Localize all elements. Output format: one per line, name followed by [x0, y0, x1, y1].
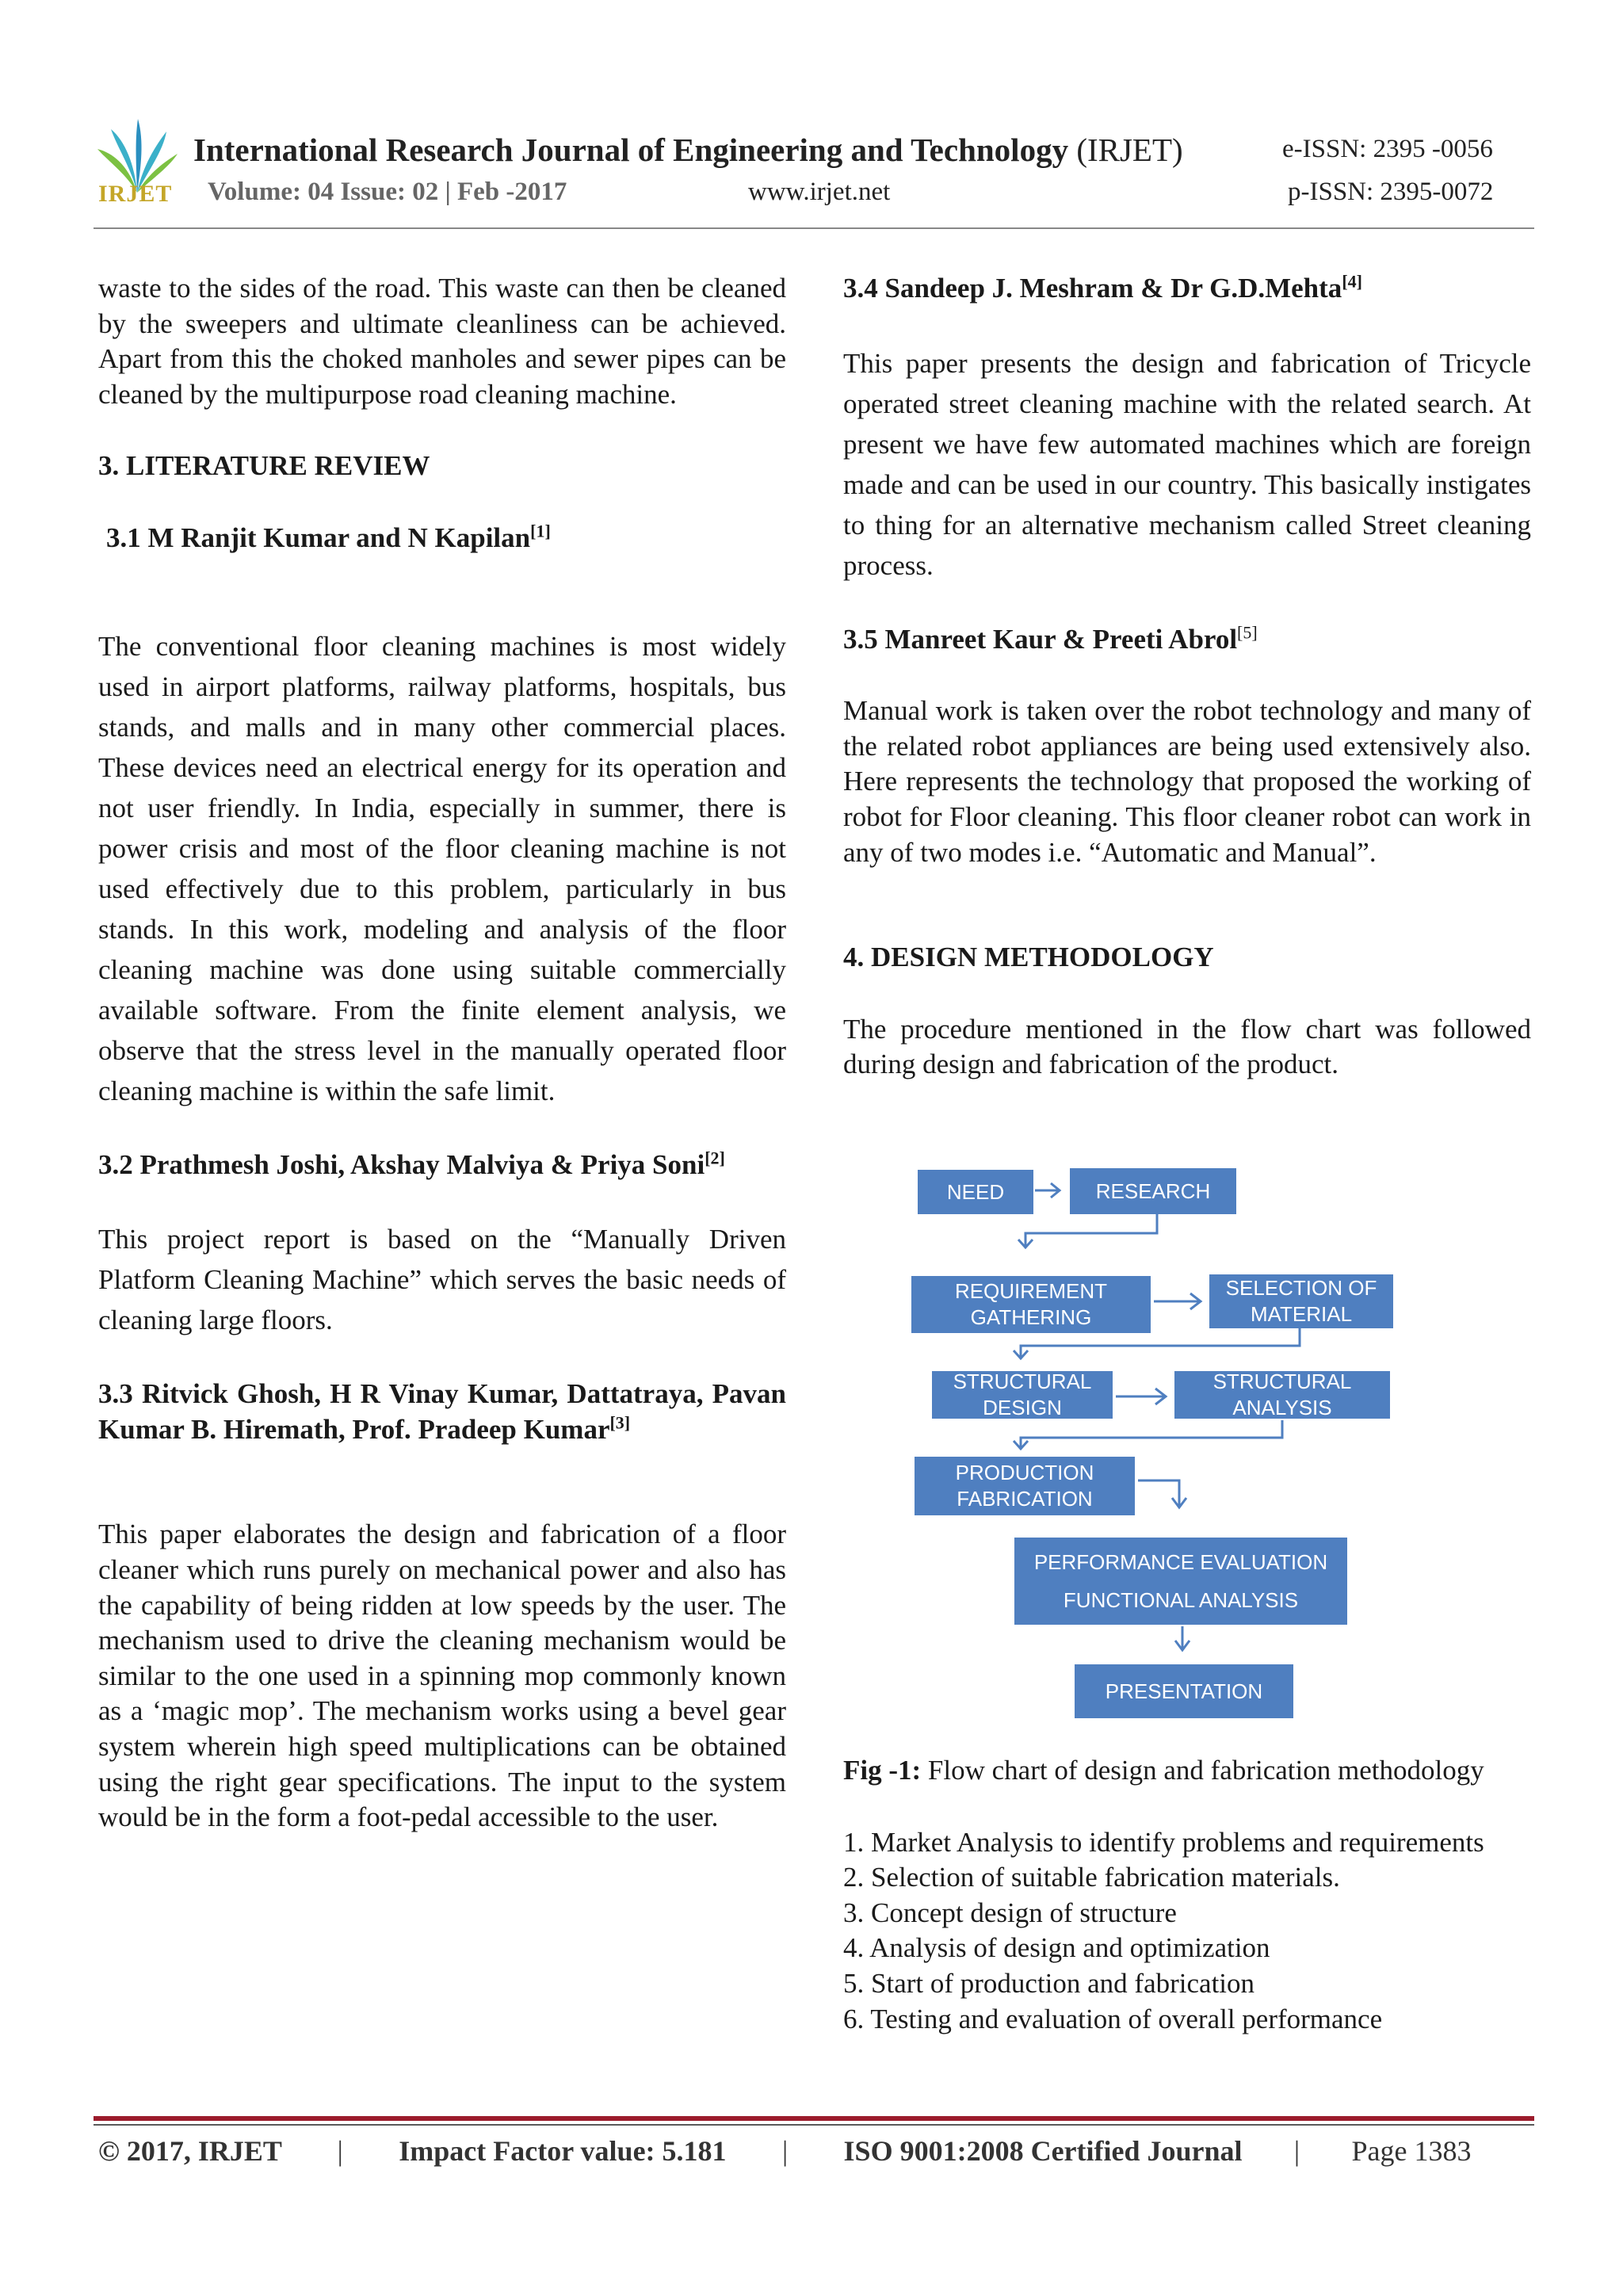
reference-2: [2] [705, 1147, 725, 1167]
footer-divider-red [94, 2116, 1534, 2121]
flow-box-performance-evaluation [1014, 1538, 1347, 1625]
section-3-heading: 3. LITERATURE REVIEW [98, 450, 430, 482]
section-3-5-text: Manual work is taken over the robot technology and many of the related robot appliances are being used extensively also. Here represents the technology that proposed the working of robot for Floor cleaning. This floor cleaner robot can work in any of two modes i.e. “Automatic and Manual”. [843, 695, 1531, 868]
arrow-performance-presentation [1175, 1626, 1190, 1650]
section-3-3-title: 3.3 Ritvick Ghosh, H R Vinay Kumar, Dattatraya, Pavan Kumar B. Hiremath, Prof. Pradeep Kumar [98, 1378, 786, 1445]
footer-page-number: Page 1383 [1351, 2135, 1472, 2167]
flow-box-need [918, 1170, 1033, 1214]
arrow-production-performance [1138, 1480, 1186, 1507]
flow-label-requirement-2: GATHERING [970, 1305, 1092, 1329]
reference-3: [3] [609, 1412, 631, 1433]
flow-box-selection-of-material [1209, 1274, 1393, 1328]
section-3-3-text: This paper elaborates the design and fabrication of a floor cleaner which runs purely on mechanical power and also has the capability of being ridden at low speeds by the user. The mechanism used to drive the cleaning mechanism would be similar to the one used in a spinning mop commonly known as a ‘magic mop’. The mechanism works using a bevel gear system wherein high speed multiplications can be obtained using the right gear specifications. The input to the system would be in the form a foot-pedal accessible to the user. [98, 1519, 786, 1833]
section-3-1-title: 3.1 M Ranjit Kumar and N Kapilan [106, 521, 531, 553]
footer-impact-factor: Impact Factor value: 5.181 [399, 2135, 727, 2167]
page-footer [98, 2134, 1472, 2168]
section-3-4-title: 3.4 Sandeep J. Meshram & Dr G.D.Mehta [843, 273, 1342, 304]
reference-5: [5] [1237, 621, 1258, 642]
flow-label-selection-1: SELECTION OF [1225, 1276, 1377, 1300]
footer-separator: | [781, 2135, 789, 2167]
reference-4: [4] [1342, 271, 1362, 292]
footer-separator: | [1293, 2135, 1300, 2167]
step-item: 5. Start of production and fabrication [843, 1967, 1255, 1999]
flow-box-presentation [1075, 1664, 1293, 1718]
flow-box-structural-analysis [1174, 1371, 1390, 1419]
section-3-5-title: 3.5 Manreet Kaur & Preeti Abrol [843, 623, 1238, 655]
header-divider [94, 227, 1534, 229]
arrow-research-requirement [1018, 1214, 1157, 1247]
eissn: e-ISSN: 2395 -0056 [1282, 135, 1493, 163]
flow-label-requirement-1: REQUIREMENT [954, 1279, 1108, 1303]
figure-caption-text: Flow chart of design and fabrication methodology [921, 1755, 1484, 1786]
flow-box-research [1070, 1168, 1236, 1214]
flow-label-sdesign-2: DESIGN [983, 1396, 1062, 1419]
section-3-1-heading [98, 521, 786, 556]
flow-label-sanalysis-1: STRUCTURAL [1212, 1370, 1352, 1393]
footer-separator: | [337, 2135, 343, 2167]
flow-label-production-2: FABRICATION [957, 1487, 1093, 1511]
flow-label-need: NEED [946, 1179, 1005, 1204]
section-3-4-heading [843, 271, 1531, 307]
flow-label-sanalysis-2: ANALYSIS [1232, 1396, 1332, 1419]
logo-text: IRJET [98, 181, 173, 207]
step-item: 2. Selection of suitable fabrication materials. [843, 1862, 1340, 1893]
flow-label-performance-1: PERFORMANCE EVALUATION [1033, 1550, 1328, 1574]
flow-label-production-1: PRODUCTION [955, 1461, 1094, 1484]
footer-iso: ISO 9001:2008 Certified Journal [843, 2135, 1243, 2167]
section-3-3-heading [98, 1377, 786, 1447]
methodology-flowchart [903, 1157, 1411, 1728]
figure-and-steps [843, 1753, 1531, 2037]
flowchart-arrows [903, 1157, 1411, 1728]
step-item: 4. Analysis of design and optimization [843, 1932, 1270, 1964]
methodology-steps [843, 1825, 1531, 2038]
section-3-1-text: The conventional floor cleaning machines is most widely used in airport platforms, railway platforms, hospitals, bus stands, and malls and in many other commercial places. These devices need an electrical energy for its operation and not user friendly. In India, especially in summer, there is power crisis and most of the floor cleaning machine is not used effectively due to this problem, particularly in bus stands. In this work, modeling and analysis of the floor cleaning machine was done using suitable commercially available software. From the finite element analysis, we observe that the stress level in the manually operated floor cleaning machine is within the safe limit. [98, 630, 786, 1106]
flow-box-structural-design [932, 1371, 1113, 1419]
flow-label-research: RESEARCH [1095, 1179, 1211, 1203]
section-4-text: The procedure mentioned in the flow chart was followed during design and fabrication of the product. [843, 1013, 1531, 1080]
right-column [843, 271, 1531, 1083]
arrow-requirement-selection [1154, 1293, 1201, 1309]
flow-box-requirement-gathering [911, 1276, 1151, 1333]
journal-title [193, 131, 1183, 169]
journal-name: International Research Journal of Engineering and Technology [193, 132, 1069, 168]
volume-issue: Volume: 04 Issue: 02 | Feb -2017 [208, 178, 567, 206]
step-item: 1. Market Analysis to identify problems and requirements [843, 1826, 1484, 1858]
journal-website[interactable]: www.irjet.net [748, 178, 891, 206]
flow-label-selection-2: MATERIAL [1250, 1302, 1353, 1326]
arrow-sanalysis-production [1014, 1420, 1282, 1449]
figure-label: Fig -1: [843, 1755, 922, 1786]
flow-label-sdesign-1: STRUCTURAL [953, 1370, 1092, 1393]
section-4-heading: 4. DESIGN METHODOLOGY [843, 942, 1214, 973]
flow-label-presentation: PRESENTATION [1105, 1679, 1263, 1703]
reference-1: [1] [530, 521, 551, 541]
section-3-5-heading [843, 622, 1531, 658]
flow-box-production-fabrication [915, 1457, 1135, 1515]
journal-abbr: (IRJET) [1076, 132, 1183, 168]
footer-copyright: © 2017, IRJET [98, 2135, 282, 2167]
section-3-4-text: This paper presents the design and fabrication of Tricycle operated street cleaning machine with the related search. At present we have few automated machines which are foreign made and can be used in our country. This basically instigates to thing for an alternative mechanism called Street cleaning process. [843, 347, 1531, 581]
step-item: 6. Testing and evaluation of overall performance [843, 2003, 1383, 2034]
section-3-2-heading [98, 1148, 786, 1183]
flow-label-performance-2: FUNCTIONAL ANALYSIS [1063, 1588, 1299, 1612]
section-3-2-text: This project report is based on the “Manually Driven Platform Cleaning Machine” which serves the basic needs of cleaning large floors. [98, 1224, 786, 1336]
arrow-sdesign-sanalysis [1116, 1389, 1166, 1404]
section-3-2-title: 3.2 Prathmesh Joshi, Akshay Malviya & Priya Soni [98, 1148, 705, 1180]
intro-paragraph: waste to the sides of the road. This waste can then be cleaned by the sweepers and ultimate cleanliness can be achieved. Apart from this the choked manholes and sewer pipes can be cleaned by the multipurpose road cleaning machine. [98, 273, 786, 410]
footer-divider-gray [94, 2124, 1534, 2126]
left-column [98, 271, 786, 1836]
figure-caption [843, 1753, 1531, 1789]
pissn: p-ISSN: 2395-0072 [1288, 178, 1494, 206]
arrow-need-research [1035, 1183, 1060, 1198]
step-item: 3. Concept design of structure [843, 1897, 1177, 1928]
